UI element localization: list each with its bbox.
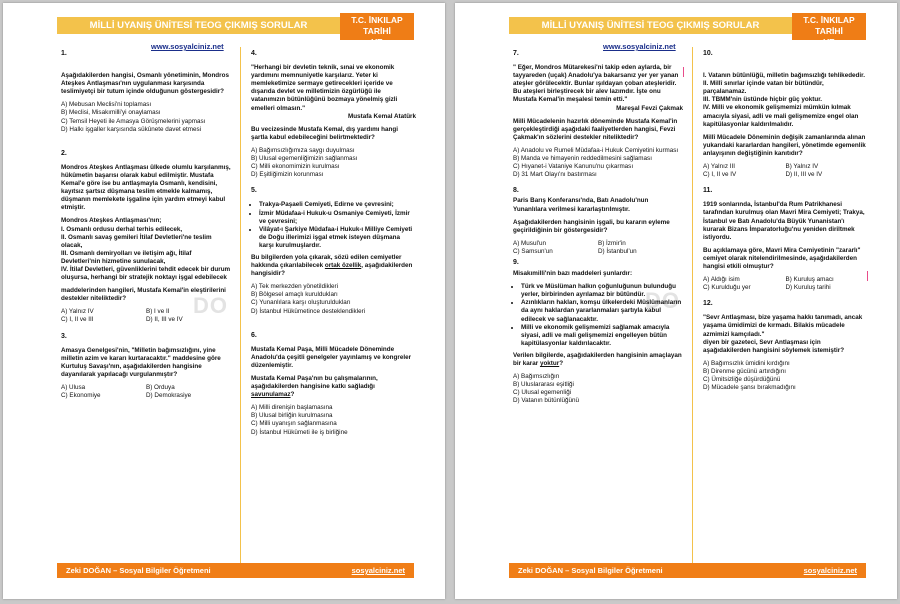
- quote: "Herhangi bir devletin teknik, sınai ve ekonomik yardımını memnuniyetle karşılarız. Yeter ki memleketimize sermaye getirecekleri içeride ve dışarıda devlet ve milletimizin özgürlüğü ile vatanımızın bütünlüğünü bozmaya yönelmiş gizli emelleri olmasın.": [251, 64, 398, 112]
- question-prompt: Bu açıklamaya göre, Mavri Mira Cemiyetinin "zararlı" cemiyet olarak nitelendirilmesinde, aşağıdakilerden hangisi etkili olmuştur?: [703, 246, 861, 270]
- option-a[interactable]: A) Bağımsızlığımıza saygı duyulması: [251, 146, 355, 154]
- question-paragraph: Mondros Ateşkes Antlaşması ülkede olumlu karşılanmış, hükûmetin başarısı olarak kabul edilmiştir. Mustafa Kemal'e göre ise bu antlaşmayla Osmanlı, kendisini, kayıtsız şartsız düşmana teslim etmekle kalmamış, düşmanın memlekete işgaline için yardım etmeyi kabul etmiştir.: [61, 163, 231, 212]
- column-right: 10. I. Vatanın bütünlüğü, milletin bağımsızlığı tehlikededir. II. Millî sınırlar içinde vatan bir bütündür, parçalanamaz. III. TBMM'nin üstünde hiçbir güç yoktur. IV. Milli ve ekonomik gelişmemizi mümkün kılmak amacıyla siyasi, adli ve mali gelişmemize engel olan kapitülasyonlar kaldırılmalıdır. Millî Mücadele Döneminin değişik zamanlarında alınan yukarıdaki kararlardan hangileri, yönetimde egemenlik anlayışının değiştiğinin kanıtıdır? A) Yalnız III B) Yalnız IV C) I, II ve IV D) II, III ve IV 11. 1919 sonlarında, İstanbul'da Rum Patrikhanesi tarafından kurulmuş olan Mavri Mira Cemiyeti; Trakya, İstanbul ve Batı Anadolu'da Büyük Yunanistan'ı kurarak Bizans İmparatorluğu'nu yeniden diriltmek istiyordu. Bu açıklamaya göre, Mavri Mira Cemiyetinin "zararlı" cemiyet olarak nitelendirilmesinde, aşağıdakilerden hangisi etkili olmuştur? A) Aldığı isim B) Kuruluş amacı C) Kurulduğu yer D) Kuruluş tarihi 12. "Sevr Antlaşması, bize yaşama hakkı tanımadı, ancak yaşama ümidimizi de kırmadı. Bilakis mücadele azmimizi kamçıladı." diyen bir gazeteci, Sevr Antlaşması için aşağıdakilerden hangisini söylemek istemiştir? A) Bağımsızlık ümidini kırdığını B) Direnme gücünü artırdığını C) Ümitsizliğe düşürdüğünü D) Mücadele şansı bırakmadığını: [703, 50, 868, 392]
- option-b[interactable]: B) I ve II: [146, 308, 170, 316]
- option-d[interactable]: D) Mücadele şansı bırakmadığını: [703, 384, 796, 392]
- option-d[interactable]: D) II, III ve IV: [785, 171, 823, 179]
- option-d[interactable]: D) Halkı işgaller karşısında sükûnete davet etmesi: [61, 125, 201, 133]
- option-c[interactable]: C) I, II ve IV: [703, 171, 737, 179]
- footer-site-link[interactable]: sosyalciniz.net: [351, 566, 405, 575]
- footer-site-link[interactable]: sosyalciniz.net: [803, 566, 857, 575]
- option-d[interactable]: D) İstanbul Hükümeti ile iş birliğine: [251, 428, 348, 436]
- option-d[interactable]: D) Kuruluş tarihi: [785, 284, 831, 292]
- header-site-link[interactable]: www.sosyalciniz.net: [603, 42, 676, 51]
- option-b[interactable]: B) Uluslararası eşitliği: [513, 381, 574, 389]
- watermark: DO: [193, 293, 228, 318]
- option-b[interactable]: B) Yalnız IV: [785, 163, 819, 171]
- header-subject: T.C. İNKILAP TARİHİ VE ATATÜRKÇÜLÜK: [792, 13, 866, 40]
- question-number: 4.: [251, 50, 257, 57]
- column-left: [513, 50, 683, 405]
- question-number: 9.: [513, 258, 519, 266]
- question-prompt: Mustafa Kemal Paşa'nın bu çalışmalarının, aşağıdakilerden hangisine katkı sağladığı savunulamaz?: [251, 375, 378, 399]
- option-d[interactable]: D) Eşitliğimizin korunması: [251, 171, 324, 179]
- question-stem: 1919 sonlarında, İstanbul'da Rum Patrikhanesi tarafından kurulmuş olan Mavri Mira Cemiyeti; Trakya, İstanbul ve Batı Anadolu'da Büyük Yunanistan'ı kurarak Bizans İmparatorluğu'nu yeniden diriltmek istiyordu.: [703, 201, 865, 241]
- option-a[interactable]: A) Ulusa: [61, 384, 86, 391]
- margin-mark: [683, 67, 684, 77]
- option-d[interactable]: D) II, III ve IV: [146, 316, 183, 324]
- option-a[interactable]: A) Yalnız IV: [61, 308, 94, 316]
- question-number: 1.: [61, 50, 67, 57]
- option-a[interactable]: A) Aldığı isim: [703, 276, 740, 284]
- question-prompt: maddelerinden hangileri, Mustafa Kemal'in eleştirilerini destekler niteliktedir?: [61, 287, 226, 303]
- option-b[interactable]: B) Orduya: [146, 384, 175, 391]
- bullet-item: • Türk ve Müslüman halkın çoğunluğunun bulunduğu yerler, birbirinden ayrılamaz bir bütündür.: [521, 283, 683, 299]
- column-divider: [692, 47, 693, 567]
- option-c[interactable]: C) Milli ekonomimizin kurulması: [251, 163, 340, 171]
- question-number: 7.: [513, 50, 519, 57]
- option-d[interactable]: D) Vatanın bütünlüğünü: [513, 397, 580, 405]
- option-a[interactable]: A) Mebusan Meclisi'ni toplaması: [61, 101, 152, 109]
- question-prompt: Bu bilgilerden yola çıkarak, sözü edilen cemiyetler hakkında çıkarılabilecek ortak özellik, aşağıdakilerden hangisidir?: [251, 253, 413, 278]
- option-a[interactable]: A) Milli direnişin başlamasına: [251, 404, 333, 412]
- footer-bar: [509, 563, 866, 578]
- question-number: 5.: [251, 187, 257, 195]
- question-prompt: Aşağıdakilerden hangisinin işgali, bu kararın eyleme geçirildiğinin bir göstergesidir?: [513, 218, 670, 234]
- bullet-item: • Milli ve ekonomik gelişmemizi sağlamak amacıyla siyasi, adli ve mali gelişmemizi engelleyen bütün kapitülasyonlar kaldırılacaktır.: [521, 324, 683, 348]
- question-number: 10.: [703, 50, 713, 57]
- bullet-item: • Azınlıkların hakları, komşu ülkelerdeki Müslümanların da aynı haklardan yararlanmaları şartıyla kabul edilecek ve sağlanacaktır.: [521, 299, 683, 323]
- option-a[interactable]: A) Yalnız III: [703, 163, 735, 171]
- question-number: 2.: [61, 149, 67, 157]
- quote: "Sevr Antlaşması, bize yaşama hakkı tanımadı, ancak yaşama ümidimizi de kırmadı. Bilakis mücadele azmimizi kamçıladı.": [703, 314, 863, 338]
- footer-author: Zeki DOĞAN – Sosyal Bilgiler Öğretmeni: [66, 566, 211, 575]
- option-b[interactable]: B) Bölgesel amaçlı kuruldukları: [251, 291, 338, 299]
- option-b[interactable]: B) Ulusal birliğin kurulmasına: [251, 412, 333, 420]
- column-divider: [240, 47, 241, 567]
- option-c[interactable]: C) Yunanlılara karşı oluşturuldukları: [251, 299, 351, 307]
- option-d[interactable]: D) İstanbul'un: [598, 247, 637, 255]
- option-d[interactable]: D) Demokrasiye: [146, 392, 192, 400]
- option-b[interactable]: B) Ulusal egemenliğimizin sağlanması: [251, 155, 358, 163]
- bullet-item: • İzmir Müdafaa-i Hukuk-u Osmaniye Cemiyeti, İzmir ve çevresini;: [259, 210, 416, 226]
- option-a[interactable]: A) Tek merkezden yönetildikleri: [251, 283, 339, 291]
- question-prompt: diyen bir gazeteci, Sevr Antlaşması için aşağıdakilerden hangisini söylemek istemiştir?: [703, 338, 845, 354]
- page-left: [3, 3, 445, 599]
- option-b[interactable]: B) Manda ve himayenin reddedilmesini sağlaması: [513, 155, 652, 163]
- quote-author: Mareşal Fevzi Çakmak: [616, 104, 683, 112]
- option-b[interactable]: B) İzmir'in: [598, 239, 626, 247]
- option-d[interactable]: D) 31 Mart Olayı'nı bastırması: [513, 171, 597, 179]
- page-right: [455, 3, 897, 599]
- header-title: MİLLİ UYANIŞ ÜNİTESİ TEOG ÇIKMIŞ SORULAR: [57, 17, 340, 34]
- quote-author: Mustafa Kemal Atatürk: [348, 112, 416, 120]
- option-a[interactable]: A) Musul'un: [513, 239, 547, 247]
- question-stem: Misakımilli'nin bazı maddeleri şunlardır:: [513, 270, 633, 278]
- footer-author: Zeki DOĞAN – Sosyal Bilgiler Öğretmeni: [518, 566, 663, 575]
- question-prompt: Bu vecizesinde Mustafa Kemal, dış yardımı hangi şartla kabul edebileceğini belirtmektedir?: [251, 125, 398, 141]
- option-b[interactable]: B) Kuruluş amacı: [785, 276, 834, 284]
- option-c[interactable]: C) Ulusal egemenliği: [513, 389, 572, 397]
- option-c[interactable]: C) Samsun'un: [513, 247, 553, 255]
- question-number: 12.: [703, 300, 713, 308]
- option-c[interactable]: C) Ümitsizliğe düşürdüğünü: [703, 376, 781, 383]
- question-number: 3.: [61, 332, 67, 340]
- option-c[interactable]: C) Temsil Heyeti ile Amasya Görüşmelerini yapması: [61, 117, 206, 125]
- option-c[interactable]: C) Milli uyanışın sağlanmasına: [251, 420, 337, 428]
- question-prompt: Millî Mücadele Döneminin değişik zamanlarında alınan yukarıdaki kararlardan hangileri, yönetimde egemenlik anlayışının değiştiğinin kanıtıdır?: [703, 133, 866, 157]
- column-right: [251, 50, 416, 437]
- option-b[interactable]: B) Direnme gücünü artırdığını: [703, 367, 786, 375]
- quote: " Eğer, Mondros Mütarekesi'ni takip eden aylarda, bir tayyareden (uçak) Anadolu'ya bakarsanız yer yer yanan ateşler görülecektir. Bunlar ışıldayan çoban ateşleridir. Bu ateşleri birleştirecek bir alev lazımdır. İşte onu Mustafa Kemal'in meşalesi temin etti.": [513, 64, 679, 104]
- option-d[interactable]: D) İstanbul Hükümetince desteklendikleri: [251, 307, 366, 315]
- option-a[interactable]: A) Bağımsızlığın: [513, 373, 560, 381]
- option-b[interactable]: B) Meclisi, Misakımilli'yi onaylaması: [61, 109, 161, 117]
- question-paragraph: Mustafa Kemal Paşa, Milli Mücadele Döneminde Anadolu'da çeşitli genelgeler yayınlamış ve kongreler düzenlemiştir.: [251, 345, 412, 369]
- option-c[interactable]: C) Hıyanet-i Vataniye Kanunu'nu çıkarması: [513, 163, 634, 171]
- option-a[interactable]: A) Bağımsızlık ümidini kırdığını: [703, 359, 790, 367]
- question-stem: Aşağıdakilerden hangisi, Osmanlı yönetiminin, Mondros Ateşkes Antlaşması'nın uygulanması karşısında teslimiyetçi bir tutum içinde olduğunun göstergesidir?: [61, 72, 229, 96]
- option-c[interactable]: C) I, II ve III: [61, 316, 94, 324]
- option-a[interactable]: A) Anadolu ve Rumeli Müdafaa-i Hukuk Cemiyetini kurması: [513, 146, 679, 154]
- bullet-item: • Trakya-Paşaeli Cemiyeti, Edirne ve çevresini;: [259, 201, 416, 209]
- watermark: DO: [645, 288, 680, 313]
- footer-bar: [57, 563, 414, 578]
- question-prompt: Verilen bilgilerde, aşağıdakilerden hangisinin amaçlayan bir karar yoktur?: [513, 351, 682, 367]
- question-number: 11.: [703, 187, 713, 195]
- question-number: 8.: [513, 187, 519, 195]
- header-site-link[interactable]: www.sosyalciniz.net: [151, 42, 224, 51]
- option-c[interactable]: C) Ekonomiye: [61, 392, 101, 400]
- option-c[interactable]: C) Kurulduğu yer: [703, 284, 751, 292]
- header-subject: T.C. İNKILAP TARİHİ VE ATATÜRKÇÜLÜK: [340, 13, 414, 40]
- question-number: 6.: [251, 331, 257, 339]
- bullet-item: • Vilâyat-ı Şarkiye Müdafaa-i Hukuk-ı Milliye Cemiyeti de Doğu illerimizi işgal etmek isteyen düşmana karşı kurulmuşlardır.: [259, 226, 416, 250]
- question-stem: Paris Barış Konferansı'nda, Batı Anadolu'nun Yunanlılara verilmesi kararlaştırılmıştır.: [513, 197, 649, 213]
- question-prompt: Milli Mücadelenin hazırlık döneminde Mustafa Kemal'in gerçekleştirdiği aşağıdaki faaliyetlerden hangisi, Fevzi Çakmak'ın sözlerini destekler niteliktedir?: [513, 117, 678, 141]
- header-title: MİLLİ UYANIŞ ÜNİTESİ TEOG ÇIKMIŞ SORULAR: [509, 17, 792, 34]
- column-left: 1. Aşağıdakilerden hangisi, Osmanlı yönetiminin, Mondros Ateşkes Antlaşması'nın uygulanması karşısında teslimiyetçi bir tutum içinde olduğunun göstergesidir? A) Mebusan Meclisi'ni toplaması B) Meclisi, Misakımilli'yi onaylaması C) Temsil Heyeti ile Amasya Görüşmelerini yapması D) Halkı işgaller karşısında sükûnete davet etmesi 2. Mondros Ateşkes Antlaşması ülkede olumlu karşılanmış, hükûmetin başarısı olarak kabul edilmiştir. Mustafa Kemal'e göre ise bu antlaşmayla Osmanlı, kendisini, kayıtsız şartsız düşmana teslim etmekle kalmamış, düşmanın memlekete işgaline için yardım etmeyi kabul etmiştir. Mondros Ateşkes Antlaşması'nın; I. Osmanlı ordusu derhal terhis edilecek, II. Osmanlı savaş gemileri İtilaf Devletleri'ne teslim olacak, III. Osmanlı demiryolları ve iletişim ağı, İtilaf Devletleri'nin hizmetine sunulacak, IV. İtilaf Devletleri, güvenliklerini tehdit edecek bir durum oluşursa, herhangi bir stratejik noktayı işgal edebilecek maddelerinden hangileri, Mustafa Kemal'in eleştirilerini destekler niteliktedir? A) Yalnız IV B) I ve II C) I, II ve III D) II, III ve IV 3. Amasya Genelgesi'nin, "Milletin bağımsızlığını, yine milletin azim ve kararı kurtaracaktır." maddesine göre Kurtuluş Savaşı'nın, aşağıdakilerden hangisine dayanılarak yapılacağı vurgulanmıştır? A) Ulusa B) Orduya C) Ekonomiye D) Demokrasiye: [61, 50, 231, 400]
- question-stem: Amasya Genelgesi'nin, "Milletin bağımsızlığını, yine milletin azim ve kararı kurtaracaktır." maddesine göre Kurtuluş Savaşı'nın, aşağıdakilerden hangisine dayanılarak yapılacağı vurgulanmıştır?: [61, 346, 221, 378]
